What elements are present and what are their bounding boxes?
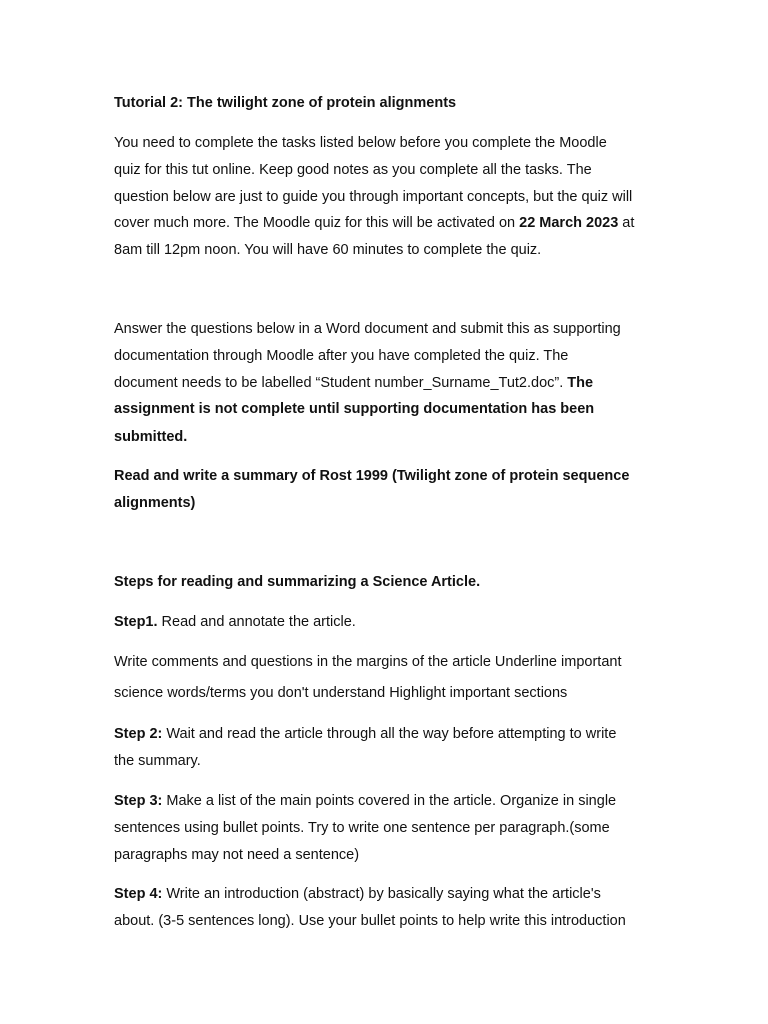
answer-line-5: submitted. <box>114 429 188 445</box>
step-3 <box>114 792 616 810</box>
read-task-line-2: alignments) <box>114 495 196 511</box>
comments-line-1: Write comments and questions in the margins of the article Underline important <box>114 654 622 670</box>
step-2-line-2: the summary. <box>114 753 201 769</box>
intro-line-2: quiz for this tut online. Keep good notes as you complete all the tasks. The <box>114 162 592 178</box>
quiz-date: 22 March 2023 <box>519 215 619 231</box>
comments-line-2: science words/terms you don't understand Highlight important sections <box>114 685 568 701</box>
step-1-text: Read and annotate the article. <box>157 614 356 630</box>
intro-line-5: 8am till 12pm noon. You will have 60 minutes to complete the quiz. <box>114 242 542 258</box>
step-2 <box>114 725 616 743</box>
intro-line-1: You need to complete the tasks listed below before you complete the Moodle <box>114 135 607 151</box>
step-4-text: Write an introduction (abstract) by basically saying what the article's <box>162 886 601 902</box>
step-4-label: Step 4: <box>114 886 163 902</box>
step-4 <box>114 885 601 903</box>
step-3-line-3: paragraphs may not need a sentence) <box>114 847 360 863</box>
step-4-line-2: about. (3-5 sentences long). Use your bullet points to help write this introduction <box>114 913 626 929</box>
step-3-text: Make a list of the main points covered in the article. Organize in single <box>162 793 617 809</box>
step-3-label: Step 3: <box>114 793 163 809</box>
intro-line-3: question below are just to guide you through important concepts, but the quiz will <box>114 189 633 205</box>
read-task-line-1: Read and write a summary of Rost 1999 (Twilight zone of protein sequence <box>114 468 630 484</box>
step-2-text: Wait and read the article through all the way before attempting to write <box>162 726 617 742</box>
step-1 <box>114 613 356 631</box>
answer-line-3 <box>114 374 593 392</box>
answer-line-2: documentation through Moodle after you have completed the quiz. The <box>114 348 569 364</box>
answer-line-3-text: document needs to be labelled “Student number_Surname_Tut2.doc”. <box>114 375 568 391</box>
steps-heading: Steps for reading and summarizing a Science Article. <box>114 574 481 590</box>
intro-line-4-text: cover much more. The Moodle quiz for this will be activated on <box>114 215 520 231</box>
document-title: Tutorial 2: The twilight zone of protein alignments <box>114 95 457 111</box>
answer-line-4: assignment is not complete until supporting documentation has been <box>114 401 595 417</box>
step-2-label: Step 2: <box>114 726 163 742</box>
step-1-label: Step1. <box>114 614 158 630</box>
step-3-line-2: sentences using bullet points. Try to write one sentence per paragraph.(some <box>114 820 610 836</box>
answer-line-1: Answer the questions below in a Word document and submit this as supporting <box>114 321 621 337</box>
answer-line-3-bold: The <box>567 375 594 391</box>
intro-line-4 <box>114 214 634 232</box>
intro-line-4-tail: at <box>618 215 635 231</box>
